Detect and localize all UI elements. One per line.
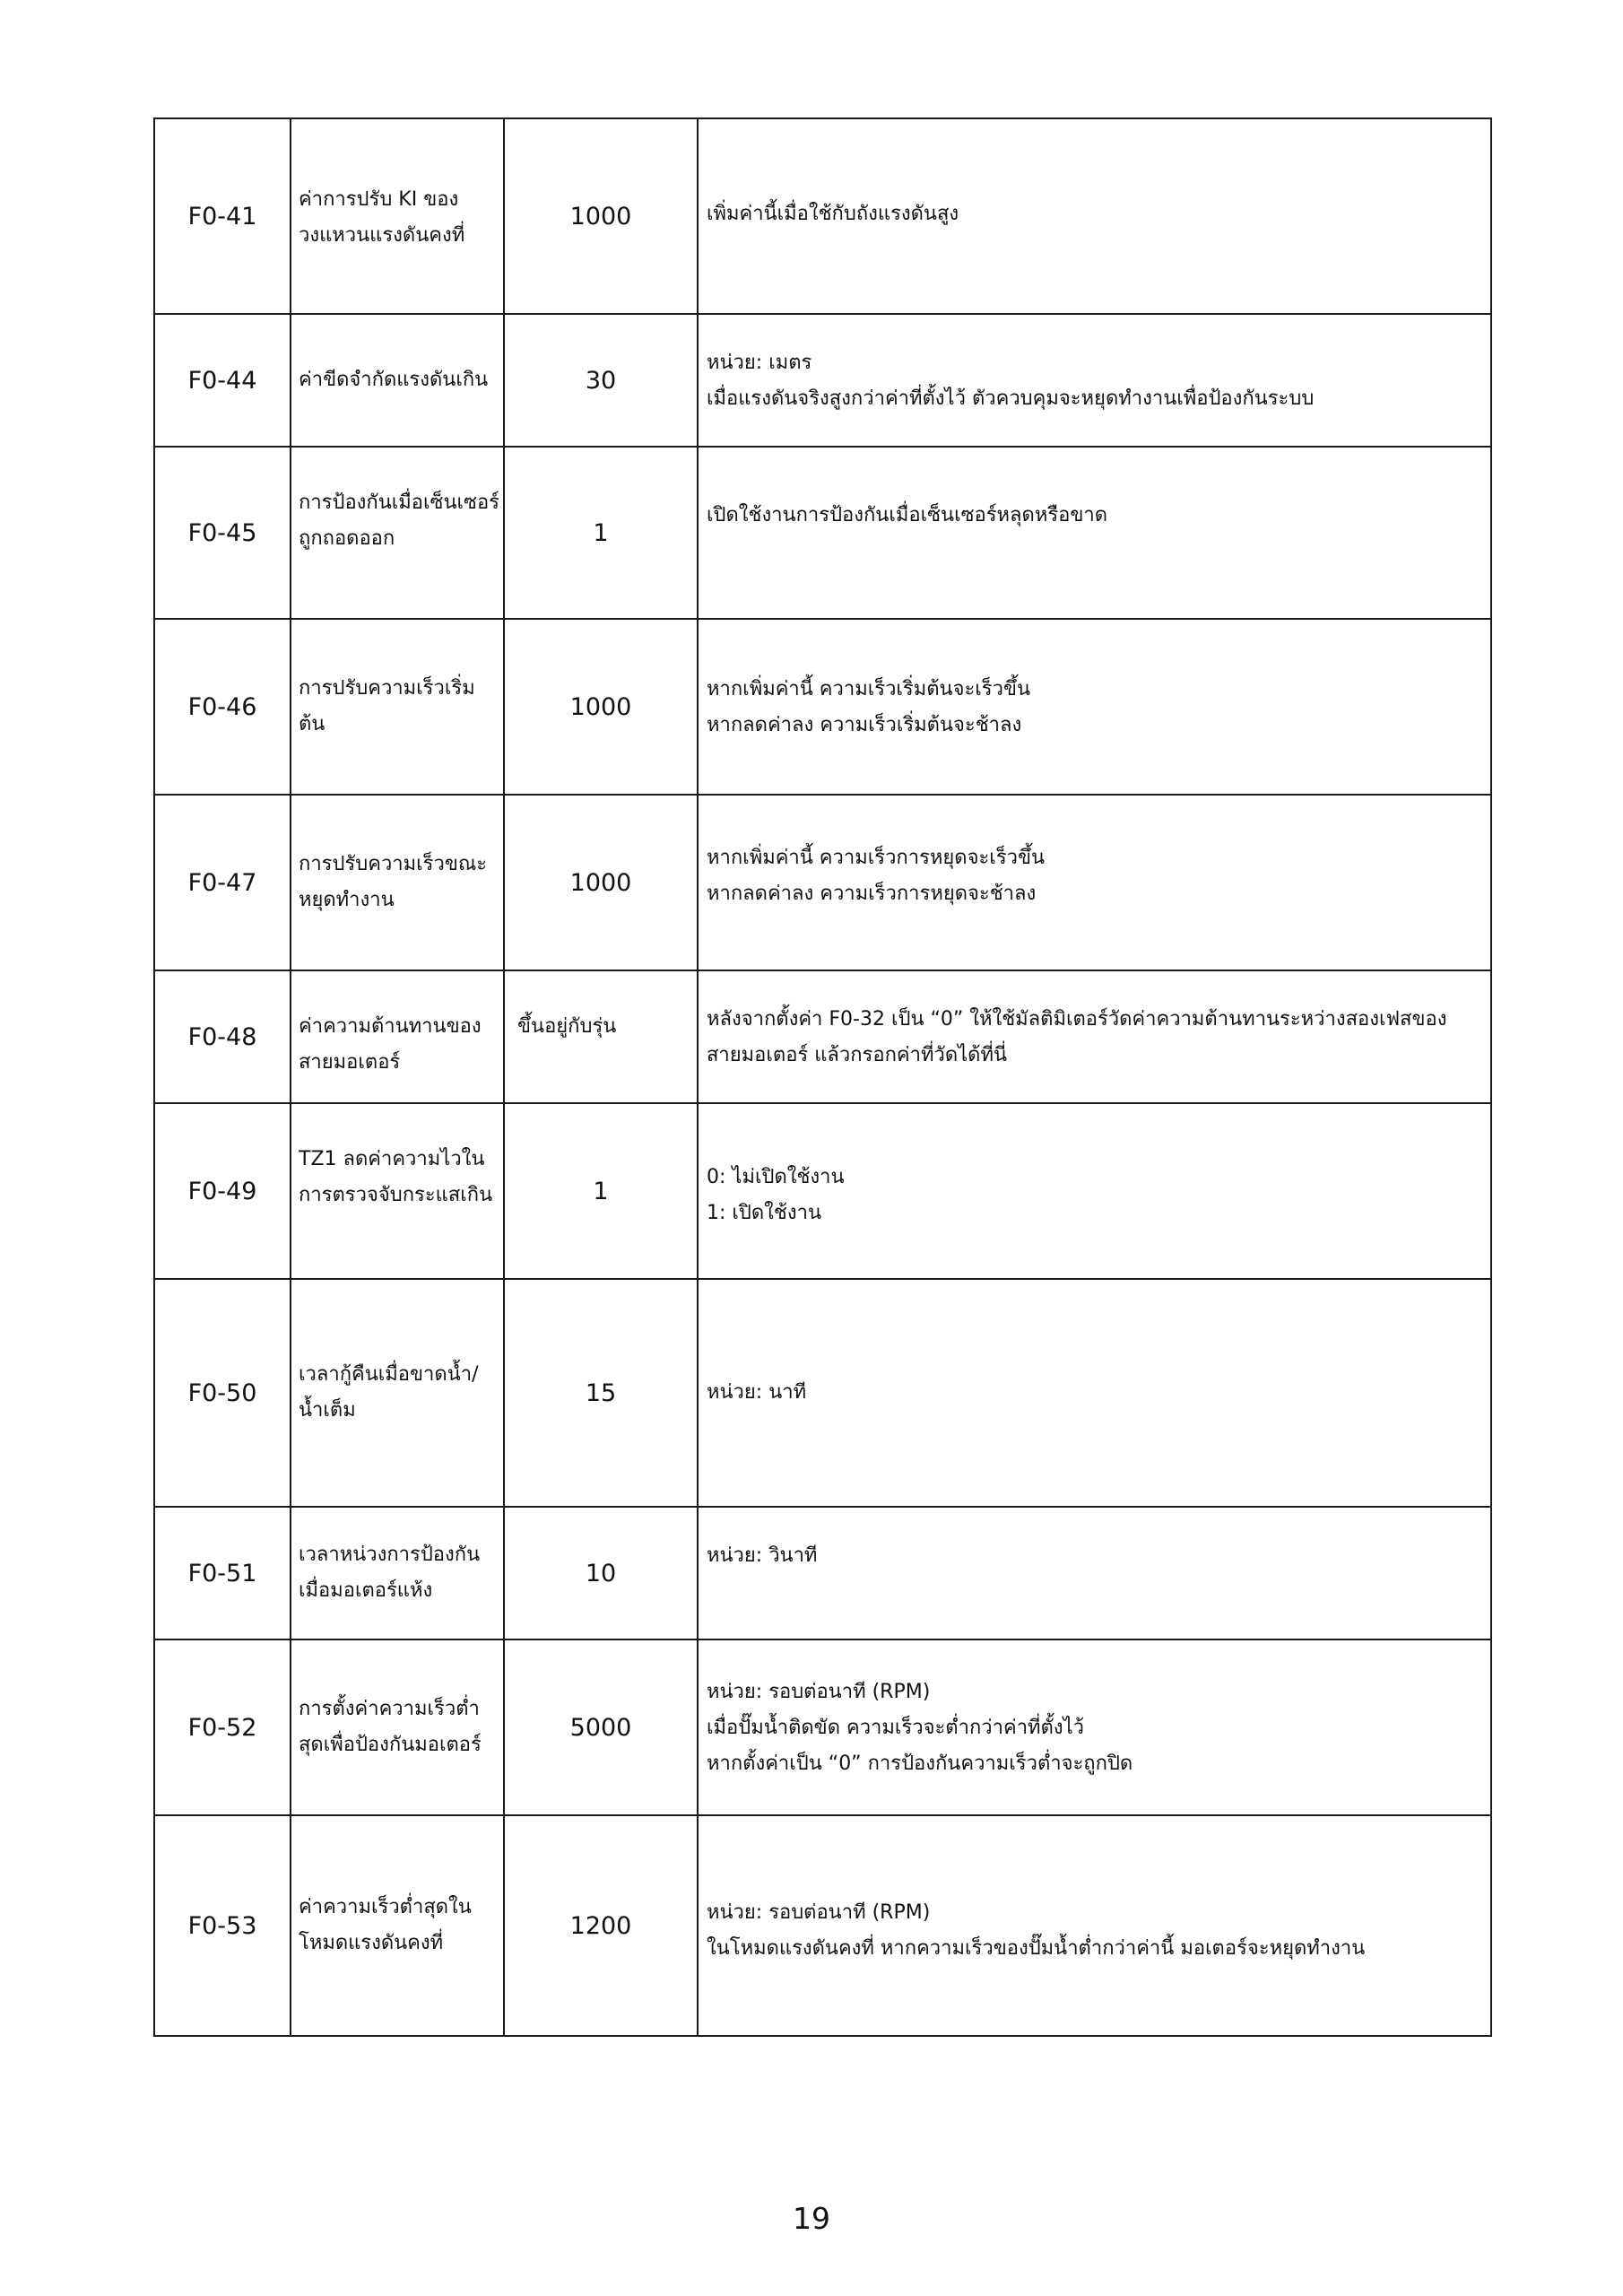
- parameter-description: [698, 1639, 1491, 1815]
- default-value: ขึ้นอยู่กับรุ่น: [504, 970, 698, 1103]
- description-line: หากลดค่าลง ความเร็วการหยุดจะช้าลง: [707, 883, 1037, 905]
- description-line: หน่วย: เมตร: [707, 352, 812, 374]
- default-value: 1200: [504, 1815, 698, 2036]
- description-line: เมื่อแรงดันจริงสูงกว่าค่าที่ตั้งไว้ ตัวควบคุมจะหยุดทำงานเพื่อป้องกันระบบ: [707, 387, 1315, 410]
- page-number: 19: [793, 2201, 830, 2236]
- table-row: [154, 447, 1491, 619]
- table-row: [154, 1103, 1491, 1279]
- parameter-code: F0-52: [154, 1639, 291, 1815]
- description-line: สายมอเตอร์ แล้วกรอกค่าที่วัดได้ที่นี่: [707, 1044, 1008, 1066]
- parameter-name: เวลาหน่วงการป้องกันเมื่อมอเตอร์แห้ง: [291, 1507, 504, 1639]
- parameter-name: ค่าความเร็วต่ำสุดในโหมดแรงดันคงที่: [291, 1815, 504, 2036]
- default-value: 1000: [504, 118, 698, 314]
- parameter-name: ค่าการปรับ KI ของวงแหวนแรงดันคงที่: [291, 118, 504, 314]
- parameter-name: การปรับความเร็วขณะหยุดทำงาน: [291, 795, 504, 970]
- description-line: เปิดใช้งานการป้องกันเมื่อเซ็นเซอร์หลุดหรือขาด: [707, 504, 1108, 526]
- default-value: 5000: [504, 1639, 698, 1815]
- parameter-description: [698, 1279, 1491, 1507]
- table-row: [154, 795, 1491, 970]
- description-line: หากลดค่าลง ความเร็วเริ่มต้นจะช้าลง: [707, 714, 1022, 736]
- parameter-description: [698, 619, 1491, 795]
- table-row: [154, 1279, 1491, 1507]
- parameter-code: F0-46: [154, 619, 291, 795]
- table-row: [154, 1639, 1491, 1815]
- description-line: 1: เปิดใช้งาน: [707, 1202, 821, 1224]
- table-row: [154, 970, 1491, 1103]
- description-line: เมื่อปั๊มน้ำติดขัด ความเร็วจะต่ำกว่าค่าที่ตั้งไว้: [707, 1717, 1084, 1739]
- parameter-code: F0-50: [154, 1279, 291, 1507]
- parameter-table: [153, 117, 1492, 2037]
- parameter-description: [698, 118, 1491, 314]
- parameter-name: การปรับความเร็วเริ่มต้น: [291, 619, 504, 795]
- description-line: 0: ไม่เปิดใช้งาน: [707, 1166, 845, 1188]
- parameter-description: [698, 1507, 1491, 1639]
- parameter-code: F0-41: [154, 118, 291, 314]
- description-line: หน่วย: นาที: [707, 1381, 807, 1404]
- parameter-code: F0-51: [154, 1507, 291, 1639]
- default-value: 15: [504, 1279, 698, 1507]
- parameter-description: [698, 1103, 1491, 1279]
- parameter-name: เวลากู้คืนเมื่อขาดน้ำ/น้ำเต็ม: [291, 1279, 504, 1507]
- parameter-code: F0-53: [154, 1815, 291, 2036]
- parameter-code: F0-47: [154, 795, 291, 970]
- parameter-code: F0-49: [154, 1103, 291, 1279]
- parameter-name: ค่าขีดจำกัดแรงดันเกิน: [291, 314, 504, 447]
- description-line: หากเพิ่มค่านี้ ความเร็วเริ่มต้นจะเร็วขึ้น: [707, 678, 1031, 700]
- description-line: ในโหมดแรงดันคงที่ หากความเร็วของปั๊มน้ำต่ำกว่าค่านี้ มอเตอร์จะหยุดทำงาน: [707, 1937, 1366, 1960]
- parameter-description: [698, 970, 1491, 1103]
- description-line: หลังจากตั้งค่า F0-32 เป็น “0” ให้ใช้มัลติมิเตอร์วัดค่าความต้านทานระหว่างสองเฟสของ: [707, 1008, 1447, 1031]
- parameter-name: TZ1 ลดค่าความไวในการตรวจจับกระแสเกิน: [291, 1103, 504, 1279]
- parameter-name: ค่าความต้านทานของสายมอเตอร์: [291, 970, 504, 1103]
- default-value: 1: [504, 1103, 698, 1279]
- parameter-description: [698, 314, 1491, 447]
- description-line: หน่วย: รอบต่อนาที (RPM): [707, 1681, 931, 1703]
- description-line: หากเพิ่มค่านี้ ความเร็วการหยุดจะเร็วขึ้น: [707, 847, 1046, 869]
- table-row: [154, 314, 1491, 447]
- description-line: หากตั้งค่าเป็น “0” การป้องกันความเร็วต่ำจะถูกปิด: [707, 1752, 1133, 1775]
- table-row: [154, 619, 1491, 795]
- table-row: [154, 1507, 1491, 1639]
- parameter-code: F0-44: [154, 314, 291, 447]
- default-value: 10: [504, 1507, 698, 1639]
- table-row: [154, 118, 1491, 314]
- parameter-description: [698, 1815, 1491, 2036]
- description-line: หน่วย: วินาที: [707, 1544, 818, 1567]
- parameter-code: F0-45: [154, 447, 291, 619]
- parameter-name: การตั้งค่าความเร็วต่ำสุดเพื่อป้องกันมอเตอร์: [291, 1639, 504, 1815]
- parameter-code: F0-48: [154, 970, 291, 1103]
- parameter-description: [698, 795, 1491, 970]
- description-line: หน่วย: รอบต่อนาที (RPM): [707, 1901, 931, 1924]
- default-value: 1: [504, 447, 698, 619]
- parameter-name: การป้องกันเมื่อเซ็นเซอร์ถูกถอดออก: [291, 447, 504, 619]
- default-value: 1000: [504, 795, 698, 970]
- default-value: 30: [504, 314, 698, 447]
- description-line: เพิ่มค่านี้เมื่อใช้กับถังแรงดันสูง: [707, 203, 959, 225]
- table-row: [154, 1815, 1491, 2036]
- parameter-description: [698, 447, 1491, 619]
- default-value: 1000: [504, 619, 698, 795]
